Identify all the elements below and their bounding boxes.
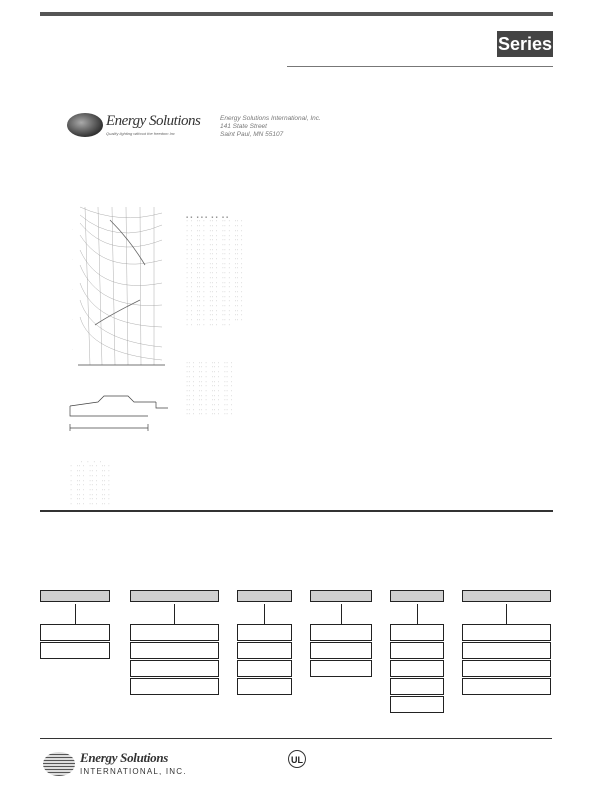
pn-col6-header — [462, 590, 551, 602]
pn-col1-option — [40, 624, 110, 641]
pn-col2-option — [130, 660, 219, 677]
svg-text:·: · — [72, 317, 73, 321]
pn-col1-connector — [75, 604, 76, 624]
pn-col5-option — [390, 696, 444, 713]
globe-logo-icon — [43, 752, 75, 776]
pn-col6-option — [462, 678, 551, 695]
pn-col3-header — [237, 590, 292, 602]
ul-listed-icon: UL — [288, 750, 306, 768]
pn-col1-header — [40, 590, 110, 602]
pn-col3-option — [237, 678, 292, 695]
pn-col6-connector — [506, 604, 507, 624]
series-badge: Series — [497, 31, 553, 57]
photometric-table-graphic: ▪ ▪ ▪ ▪ ▪ ▪ ▪ ▪ ▪ · · ·· · ·· · ·· · ·· · · · ·· · ·· · ·· · ·· · · · ·· · ·· · ·· · ·· · · · ·· · ·· · ·· · ·· · · · ·· · ·· · ·· · ·· · · · ·· · ·· · ·· · ·· · · · ·· · ·· · ·· · ·· · · · ·· · ·· · ·· · ·· · · · ·· · ·· · ·· · ·· · · · ·· · ·· · ·· · ·· · · · ·· · ·· · ·· · ·· · · · ·· · ·· · ·· · ·· · · · ·· · ·· · ·· · ·· · · · ·· · ·· · ·· · ·· · · · ·· · ·· · ·· · ·· · · · ·· · ·· · ·· · ·· · · · ·· · ·· · ·· · ·· · · · ·· · ·· · ·· · ·· · · · ·· · ·· · ·· · ·· · · · ·· · ·· · ·· · ·· · · · ·· · ·· · ·· · ·· · · · ·· · ·· · ·· · ·· · · · ·· · ·· · ·· · — [186, 214, 243, 327]
company-tagline: Quality lighting without the freedom Inc — [106, 131, 175, 136]
pn-col4-connector — [341, 604, 342, 624]
pn-col4-option — [310, 624, 372, 641]
company-logo-text: Energy Solutions — [106, 113, 201, 129]
svg-text:·: · — [72, 287, 73, 291]
footer-logo-text: Energy Solutions — [80, 750, 169, 765]
pn-col2-connector — [174, 604, 175, 624]
footer-rule — [40, 738, 552, 739]
pn-col2-option — [130, 642, 219, 659]
pn-col2-option — [130, 624, 219, 641]
pn-col4-header — [310, 590, 372, 602]
pn-col3-option — [237, 660, 292, 677]
pn-col1-option — [40, 642, 110, 659]
pn-col6-option — [462, 642, 551, 659]
fixture-profile-drawing — [68, 392, 168, 432]
address-line-1: Energy Solutions International, Inc. — [220, 115, 321, 122]
spacing-table-graphic: · · · · · ·· · ·· · ·· · · ·· · ·· · ·· · · ·· · ·· · ·· · · ·· · ·· · ·· · · ·· · ·· · ·· · · ·· · ·· · ·· · · ·· · ·· · ·· · · ·· · ·· · ·· · · ·· · ·· · ·· · — [70, 459, 111, 507]
svg-text:·: · — [72, 257, 73, 261]
address-line-2: 141 State Street — [220, 123, 267, 130]
coefficient-table-graphic: ·· · ·· · ·· · ·· · ·· · ·· · ·· · ·· · ·· · ·· · ·· · ·· · ·· · ·· · ·· · ·· · ·· · ·· · ·· · ·· · ·· · ·· · ·· · ·· · ·· · ·· · ·· · ·· · ·· · ·· · ·· · ·· · ·· · ·· · ·· · ·· · ·· · ·· · ·· · ·· · ·· · ·· · ·· · ·· · ·· · ·· · ·· · ·· · — [186, 360, 233, 417]
pn-col5-option — [390, 642, 444, 659]
company-address — [220, 115, 321, 139]
pn-col2-header — [130, 590, 219, 602]
section-separator — [40, 510, 553, 512]
top-rule — [40, 12, 553, 16]
pn-col2-option — [130, 678, 219, 695]
pn-col5-option — [390, 624, 444, 641]
pn-col3-option — [237, 624, 292, 641]
pn-col5-connector — [417, 604, 418, 624]
pn-col5-header — [390, 590, 444, 602]
pn-col3-connector — [264, 604, 265, 624]
pn-col6-option — [462, 624, 551, 641]
pn-col5-option — [390, 678, 444, 695]
pn-col4-option — [310, 642, 372, 659]
pn-col5-option — [390, 660, 444, 677]
svg-text:·: · — [72, 227, 73, 231]
globe-logo-icon — [67, 113, 103, 137]
photometric-curves-graphic — [70, 205, 165, 370]
pn-col6-option — [462, 660, 551, 677]
header-underline — [287, 66, 553, 67]
pn-col3-option — [237, 642, 292, 659]
footer-logo-subtitle: INTERNATIONAL, INC. — [80, 767, 187, 776]
pn-col4-option — [310, 660, 372, 677]
address-line-3: Saint Paul, MN 55107 — [220, 131, 284, 138]
svg-text:·: · — [72, 347, 73, 351]
